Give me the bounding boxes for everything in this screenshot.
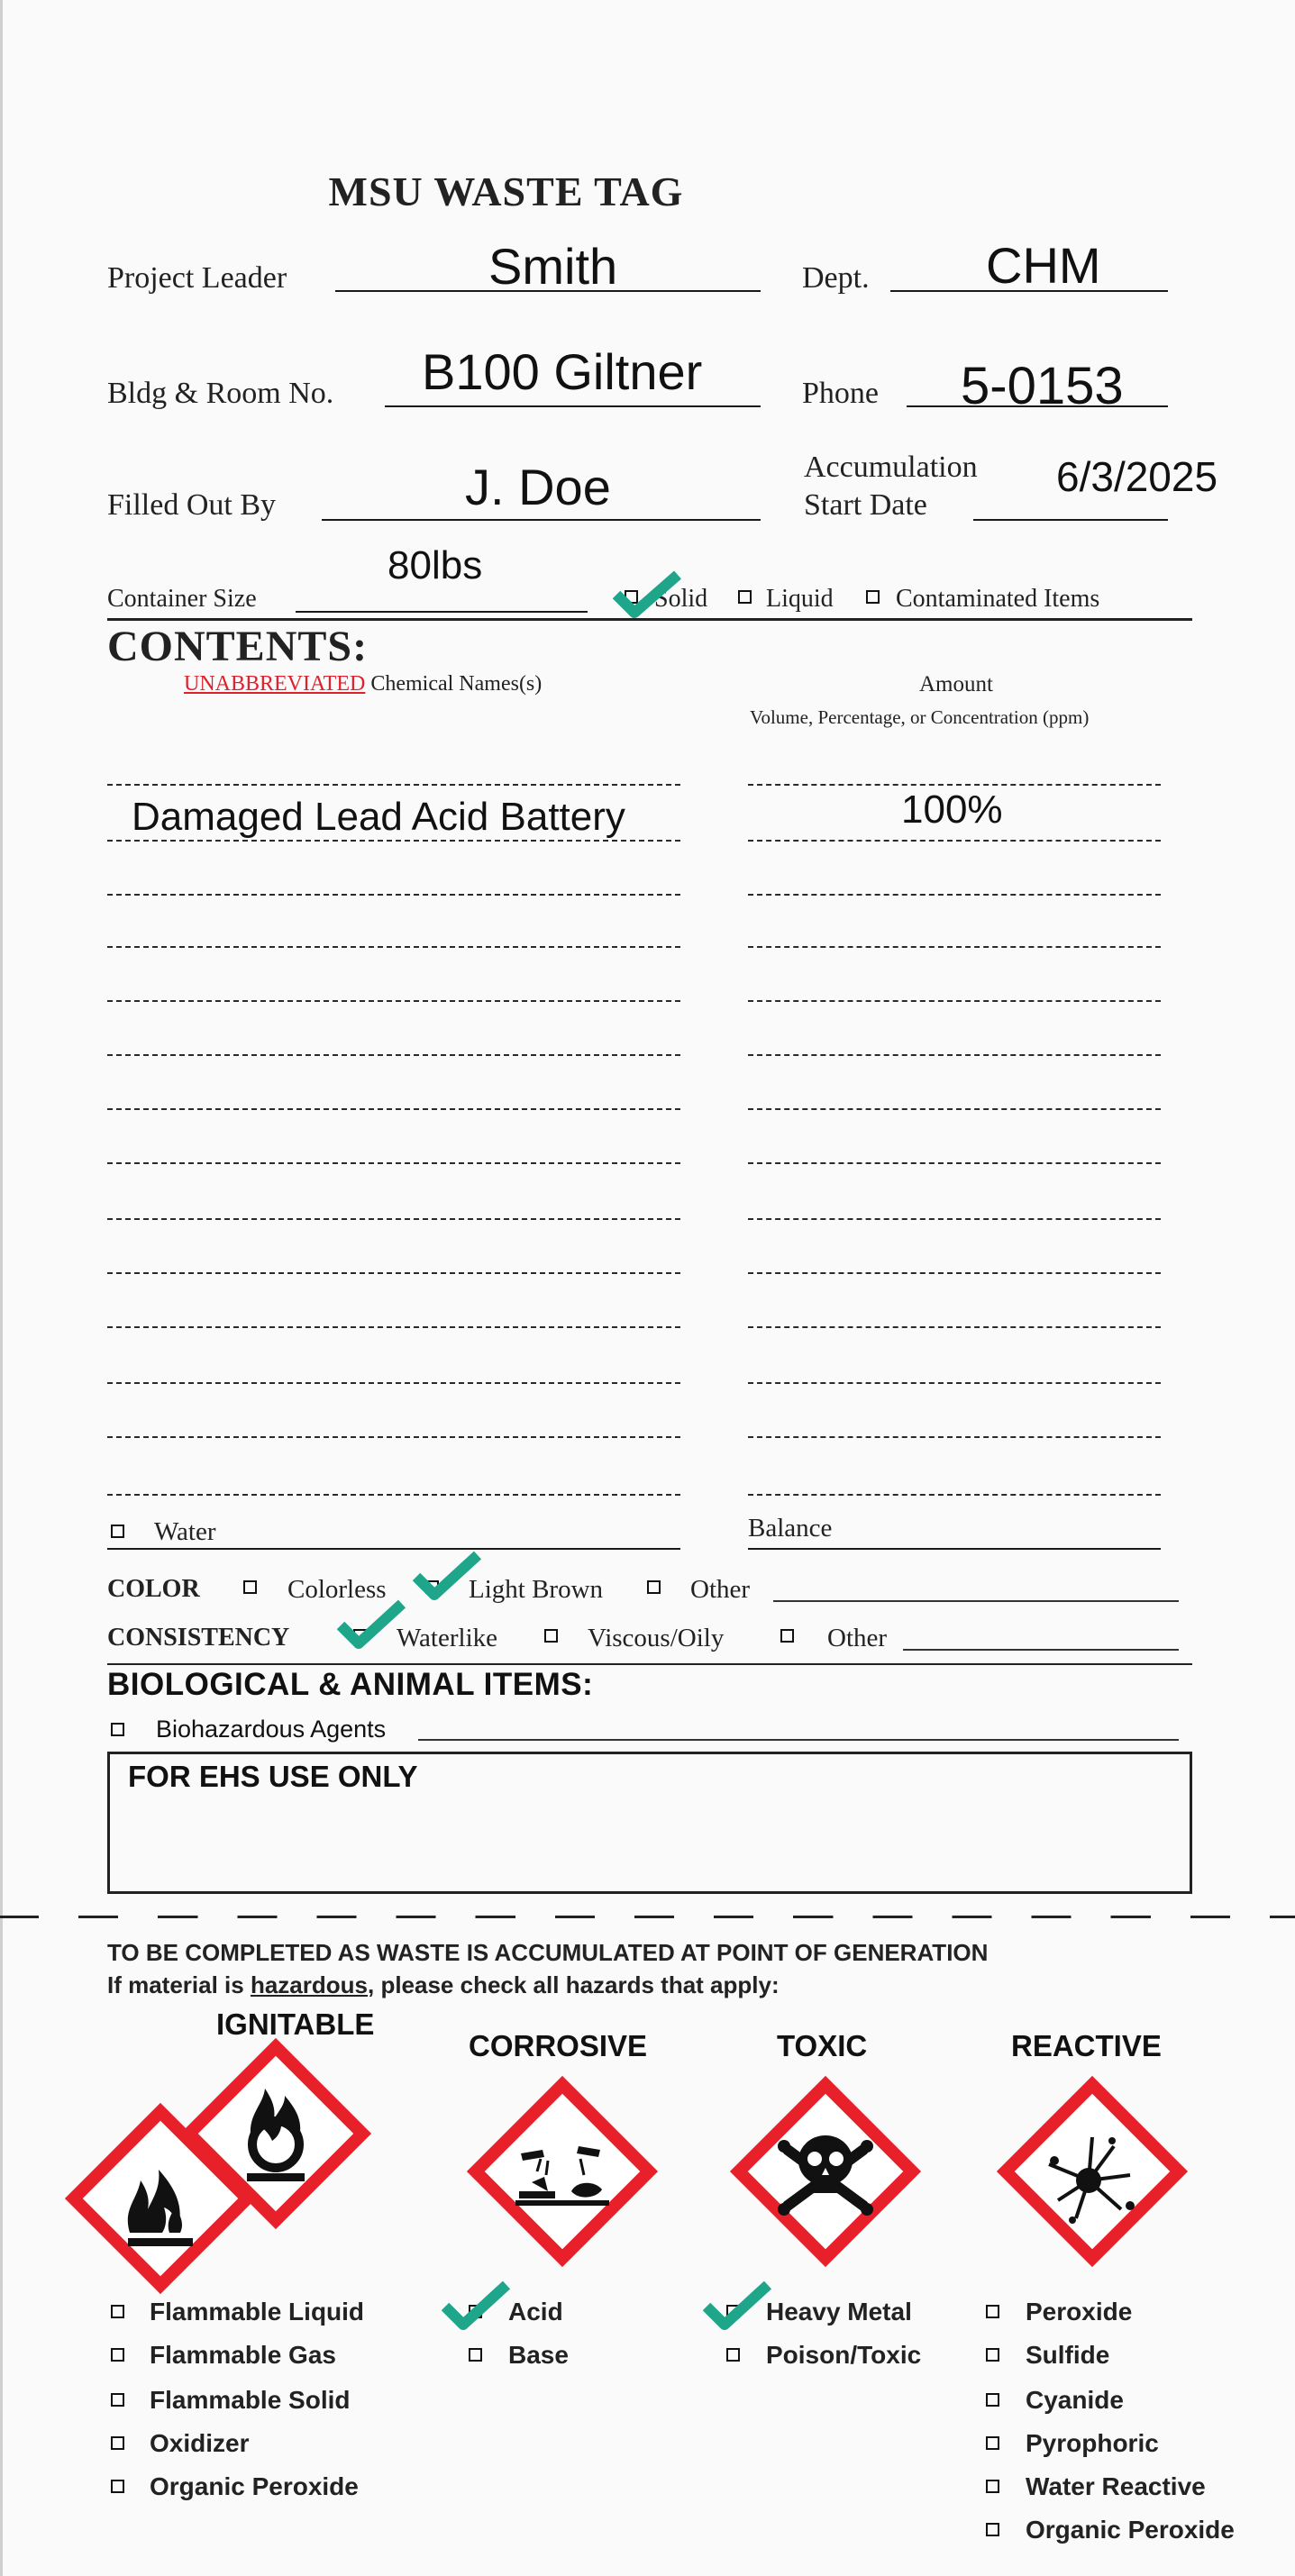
amount-line[interactable] bbox=[748, 840, 1161, 842]
chemical-name-line[interactable] bbox=[107, 1326, 680, 1328]
ignitable-organic-peroxide-label: Organic Peroxide bbox=[150, 2472, 359, 2500]
corrosion-pictogram bbox=[465, 2074, 660, 2269]
amount-line[interactable] bbox=[748, 1326, 1161, 1328]
biological-divider bbox=[107, 1663, 1192, 1665]
instructions-line-2-post: , please check all hazards that apply: bbox=[368, 1971, 780, 1998]
biological-heading: BIOLOGICAL & ANIMAL ITEMS: bbox=[107, 1667, 594, 1702]
consistency-label: CONSISTENCY bbox=[107, 1624, 290, 1652]
color-other-checkbox[interactable] bbox=[647, 1580, 661, 1594]
bldg-room-label: Bldg & Room No. bbox=[107, 377, 334, 410]
consistency-other-checkbox[interactable] bbox=[780, 1629, 794, 1643]
amount-line[interactable] bbox=[748, 1054, 1161, 1056]
flammable-liquid-label: Flammable Liquid bbox=[150, 2298, 365, 2326]
base-checkbox[interactable] bbox=[469, 2348, 482, 2362]
exploding-bomb-pictogram bbox=[995, 2074, 1190, 2269]
peroxide-checkbox[interactable] bbox=[986, 2305, 999, 2318]
start-date-field[interactable]: 6/3/2025 bbox=[1056, 453, 1218, 500]
flammable-gas-checkbox[interactable] bbox=[111, 2348, 124, 2362]
chemical-name-line[interactable] bbox=[107, 1494, 680, 1496]
filled-by-field[interactable]: J. Doe bbox=[465, 459, 611, 515]
dept-label: Dept. bbox=[802, 261, 870, 295]
amount-line[interactable] bbox=[748, 1162, 1161, 1164]
amount-line[interactable] bbox=[748, 1218, 1161, 1220]
chemical-name-line[interactable] bbox=[107, 1162, 680, 1164]
section-divider bbox=[107, 618, 1192, 621]
water-underline bbox=[107, 1548, 680, 1550]
project-leader-label: Project Leader bbox=[107, 261, 287, 295]
biohazardous-checkbox[interactable] bbox=[111, 1723, 124, 1736]
cyanide-checkbox[interactable] bbox=[986, 2393, 999, 2407]
chemical-names-label: Chemical Names(s) bbox=[370, 672, 543, 696]
biohazardous-underline bbox=[418, 1739, 1179, 1741]
flammable-solid-label: Flammable Solid bbox=[150, 2386, 351, 2414]
oxidizer-checkbox[interactable] bbox=[111, 2436, 124, 2450]
filled-by-label: Filled Out By bbox=[107, 488, 277, 522]
start-date-label: Start Date bbox=[804, 488, 927, 522]
ignitable-organic-peroxide-checkbox[interactable] bbox=[111, 2480, 124, 2493]
phone-field[interactable]: 5-0153 bbox=[961, 357, 1124, 415]
reactive-heading: REACTIVE bbox=[1011, 2029, 1162, 2062]
color-other-label: Other bbox=[690, 1575, 751, 1604]
chemical-name-line[interactable] bbox=[107, 894, 680, 896]
chemical-name-line[interactable] bbox=[107, 1218, 680, 1220]
amount-line[interactable] bbox=[748, 1108, 1161, 1110]
flammable-liquid-checkbox[interactable] bbox=[111, 2305, 124, 2318]
chemical-name-line[interactable] bbox=[107, 946, 680, 948]
container-size-underline bbox=[296, 611, 588, 613]
flammable-gas-label: Flammable Gas bbox=[150, 2341, 336, 2369]
chemical-name-line[interactable] bbox=[107, 1272, 680, 1274]
sulfide-checkbox[interactable] bbox=[986, 2348, 999, 2362]
poison-toxic-checkbox[interactable] bbox=[726, 2348, 740, 2362]
consistency-other-label: Other bbox=[827, 1624, 888, 1652]
amount-heading: Amount bbox=[919, 672, 993, 696]
chemical-name-line[interactable] bbox=[107, 784, 680, 786]
water-checkbox[interactable] bbox=[111, 1525, 124, 1538]
flame-pictogram bbox=[63, 2101, 258, 2296]
balance-label: Balance bbox=[748, 1514, 833, 1543]
sulfide-label: Sulfide bbox=[1026, 2341, 1110, 2369]
viscous-oily-label: Viscous/Oily bbox=[588, 1624, 725, 1652]
check-icon bbox=[442, 2280, 510, 2332]
chemical-name-field[interactable]: Damaged Lead Acid Battery bbox=[132, 795, 625, 839]
consistency-other-underline bbox=[903, 1649, 1179, 1651]
base-label: Base bbox=[508, 2341, 569, 2369]
instructions-line-2 bbox=[107, 1971, 780, 1999]
poison-toxic-label: Poison/Toxic bbox=[766, 2341, 922, 2369]
waterlike-label: Waterlike bbox=[397, 1624, 497, 1652]
balance-underline bbox=[748, 1548, 1161, 1550]
pyrophoric-checkbox[interactable] bbox=[986, 2436, 999, 2450]
amount-subheading: Volume, Percentage, or Concentration (ppm) bbox=[750, 706, 1090, 728]
chemical-name-line[interactable] bbox=[107, 1382, 680, 1384]
oxidizer-label: Oxidizer bbox=[150, 2429, 250, 2457]
flammable-solid-checkbox[interactable] bbox=[111, 2393, 124, 2407]
amount-line[interactable] bbox=[748, 1494, 1161, 1496]
reactive-organic-peroxide-checkbox[interactable] bbox=[986, 2523, 999, 2536]
corrosive-heading: CORROSIVE bbox=[469, 2029, 648, 2062]
ignitable-heading: IGNITABLE bbox=[216, 2007, 375, 2041]
toxic-heading: TOXIC bbox=[777, 2029, 868, 2062]
colorless-checkbox[interactable] bbox=[243, 1580, 257, 1594]
bldg-room-field[interactable]: B100 Giltner bbox=[422, 343, 703, 400]
color-label: COLOR bbox=[107, 1575, 200, 1603]
peroxide-label: Peroxide bbox=[1026, 2298, 1133, 2326]
colorless-label: Colorless bbox=[287, 1575, 387, 1604]
container-size-field[interactable]: 80lbs bbox=[388, 543, 483, 587]
heavy-metal-label: Heavy Metal bbox=[766, 2298, 912, 2326]
liquid-checkbox[interactable] bbox=[738, 590, 752, 604]
instructions-line-2-pre: If material is bbox=[107, 1971, 251, 1998]
pyrophoric-label: Pyrophoric bbox=[1026, 2429, 1159, 2457]
amount-line[interactable] bbox=[748, 1382, 1161, 1384]
unabbreviated-emphasis: UNABBREVIATED bbox=[184, 672, 366, 696]
amount-line[interactable] bbox=[748, 1272, 1161, 1274]
skull-crossbones-pictogram bbox=[728, 2074, 923, 2269]
amount-line[interactable] bbox=[748, 894, 1161, 896]
filled-by-underline bbox=[322, 519, 761, 521]
biohazardous-label: Biohazardous Agents bbox=[156, 1716, 387, 1743]
amount-line[interactable] bbox=[748, 946, 1161, 948]
page-title: MSU WASTE TAG bbox=[328, 168, 684, 214]
chemical-name-line[interactable] bbox=[107, 1054, 680, 1056]
start-date-underline bbox=[973, 519, 1168, 521]
amount-line[interactable] bbox=[748, 784, 1161, 786]
reactive-organic-peroxide-label: Organic Peroxide bbox=[1026, 2516, 1235, 2544]
cut-line bbox=[0, 1916, 1295, 1918]
check-icon bbox=[703, 2280, 771, 2332]
chemical-name-line[interactable] bbox=[107, 840, 680, 842]
acid-label: Acid bbox=[508, 2298, 563, 2326]
contaminated-items-label: Contaminated Items bbox=[896, 585, 1100, 613]
amount-line[interactable] bbox=[748, 1000, 1161, 1002]
solid-option-label: Solid bbox=[654, 585, 708, 613]
instructions-line-1: TO BE COMPLETED AS WASTE IS ACCUMULATED AT POINT OF GENERATION bbox=[107, 1939, 989, 1966]
chemical-name-line[interactable] bbox=[107, 1436, 680, 1438]
amount-field[interactable]: 100% bbox=[901, 787, 1003, 832]
contaminated-items-checkbox[interactable] bbox=[866, 590, 880, 604]
project-leader-field[interactable]: Smith bbox=[488, 238, 618, 295]
chemical-names-heading bbox=[184, 672, 542, 696]
liquid-option-label: Liquid bbox=[766, 585, 834, 613]
ehs-use-only-label: FOR EHS USE ONLY bbox=[128, 1760, 418, 1793]
light-brown-label: Light Brown bbox=[469, 1575, 604, 1604]
check-icon bbox=[337, 1598, 406, 1651]
chemical-name-line[interactable] bbox=[107, 1000, 680, 1002]
dept-field[interactable]: CHM bbox=[986, 237, 1101, 294]
color-other-underline bbox=[773, 1600, 1179, 1602]
cyanide-label: Cyanide bbox=[1026, 2386, 1124, 2414]
viscous-oily-checkbox[interactable] bbox=[544, 1629, 558, 1643]
container-size-label: Container Size bbox=[107, 585, 257, 613]
check-icon bbox=[413, 1550, 481, 1602]
water-reactive-label: Water Reactive bbox=[1026, 2472, 1206, 2500]
water-reactive-checkbox[interactable] bbox=[986, 2480, 999, 2493]
check-icon bbox=[613, 569, 681, 620]
instructions-line-2-emph: hazardous bbox=[250, 1971, 368, 1998]
bldg-room-underline bbox=[385, 405, 761, 407]
phone-label: Phone bbox=[802, 377, 879, 410]
chemical-name-line[interactable] bbox=[107, 1108, 680, 1110]
amount-line[interactable] bbox=[748, 1436, 1161, 1438]
contents-heading: CONTENTS: bbox=[107, 623, 369, 670]
accumulation-label: Accumulation bbox=[804, 451, 978, 484]
water-label: Water bbox=[154, 1517, 216, 1546]
